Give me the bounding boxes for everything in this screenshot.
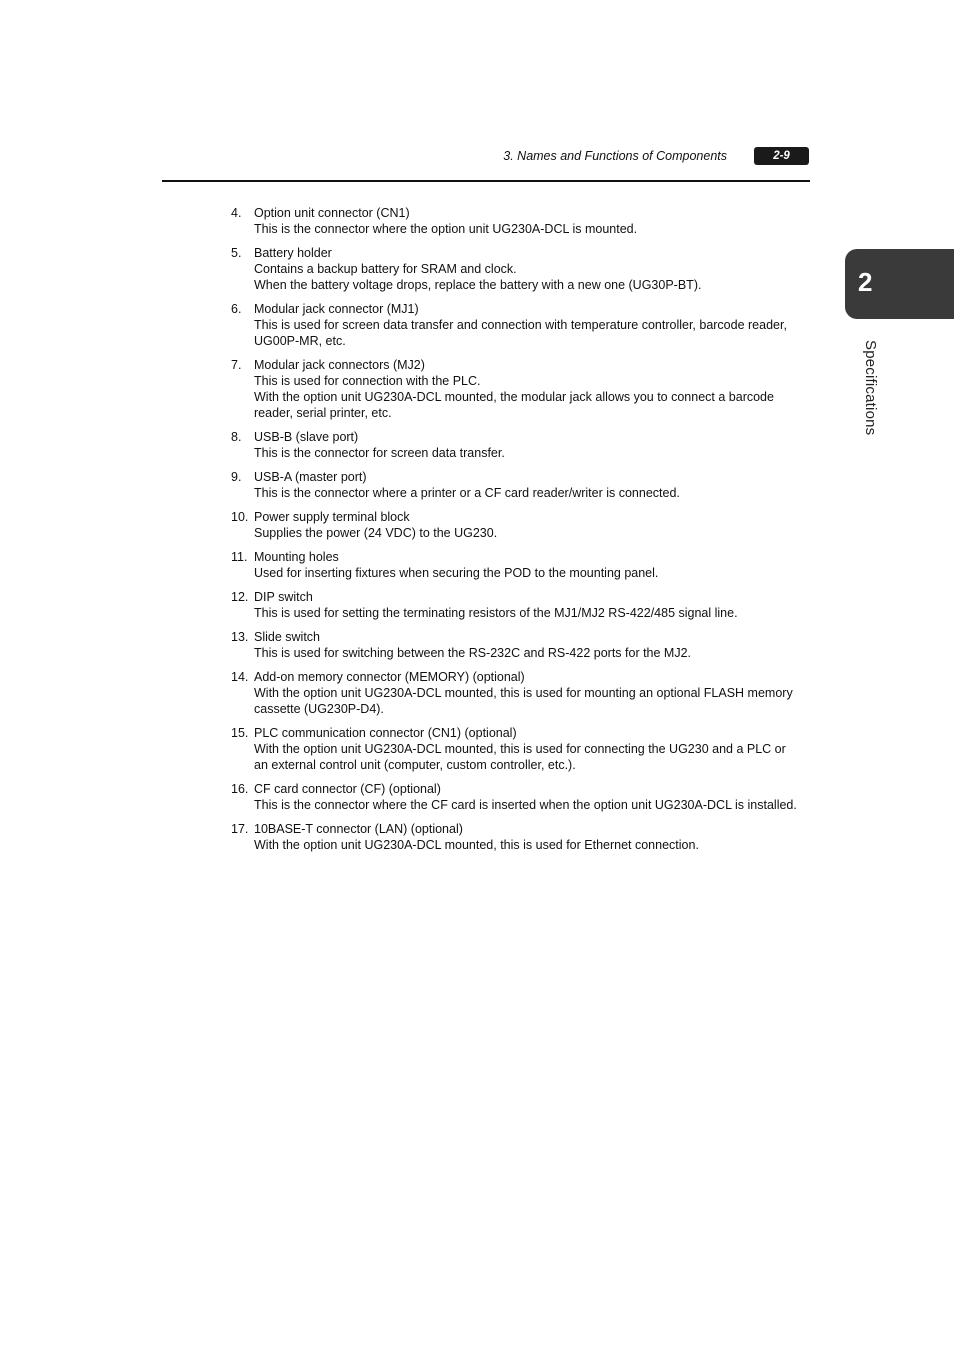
- list-item: [231, 205, 821, 237]
- item-description: This is used for connection with the PLC.: [254, 374, 481, 388]
- item-description: Supplies the power (24 VDC) to the UG230.: [254, 526, 498, 540]
- list-item: [231, 669, 821, 717]
- item-title: Option unit connector (CN1): [254, 206, 410, 220]
- item-body: [254, 469, 821, 501]
- item-number: 8.: [231, 430, 242, 444]
- item-description: With the option unit UG230A-DCL mounted, this is used for connecting the UG230 and a PLC or: [254, 742, 786, 756]
- item-body: [254, 629, 821, 661]
- item-number: 12.: [231, 590, 249, 604]
- item-description: UG00P-MR, etc.: [254, 334, 346, 348]
- item-description: Used for inserting fixtures when securing the POD to the mounting panel.: [254, 566, 659, 580]
- item-description: This is used for setting the terminating resistors of the MJ1/MJ2 RS-422/485 signal line.: [254, 606, 738, 620]
- item-number: 17.: [231, 822, 249, 836]
- item-title: 10BASE-T connector (LAN) (optional): [254, 822, 463, 836]
- item-body: [254, 821, 821, 853]
- component-list: [231, 205, 821, 861]
- item-description: When the battery voltage drops, replace the battery with a new one (UG30P-BT).: [254, 278, 702, 292]
- item-description: cassette (UG230P-D4).: [254, 702, 384, 716]
- list-item: [231, 549, 821, 581]
- list-item: [231, 469, 821, 501]
- item-body: [254, 669, 821, 717]
- item-description: With the option unit UG230A-DCL mounted, this is used for mounting an optional FLASH memory: [254, 686, 793, 700]
- list-item: [231, 429, 821, 461]
- item-number: 7.: [231, 358, 242, 372]
- item-body: [254, 245, 821, 293]
- item-description: This is the connector where a printer or a CF card reader/writer is connected.: [254, 486, 680, 500]
- list-item: [231, 357, 821, 421]
- item-number: 4.: [231, 206, 242, 220]
- chapter-tab: [845, 249, 954, 319]
- list-item: [231, 509, 821, 541]
- list-item: [231, 301, 821, 349]
- item-description: This is the connector where the CF card is inserted when the option unit UG230A-DCL is installed.: [254, 798, 797, 812]
- item-title: Battery holder: [254, 246, 332, 260]
- item-title: Modular jack connectors (MJ2): [254, 358, 425, 372]
- item-body: [254, 549, 821, 581]
- item-description: an external control unit (computer, custom controller, etc.).: [254, 758, 576, 772]
- item-description: This is the connector where the option unit UG230A-DCL is mounted.: [254, 222, 638, 236]
- item-number: 5.: [231, 246, 242, 260]
- item-description: With the option unit UG230A-DCL mounted, this is used for Ethernet connection.: [254, 838, 699, 852]
- item-description: This is used for screen data transfer and connection with temperature controller, barcode reader,: [254, 318, 787, 332]
- item-number: 13.: [231, 630, 249, 644]
- item-number: 15.: [231, 726, 249, 740]
- item-description: reader, serial printer, etc.: [254, 406, 392, 420]
- item-title: DIP switch: [254, 590, 313, 604]
- item-title: Modular jack connector (MJ1): [254, 302, 419, 316]
- list-item: [231, 725, 821, 773]
- item-body: [254, 725, 821, 773]
- item-title: Add-on memory connector (MEMORY) (optional): [254, 670, 525, 684]
- item-title: PLC communication connector (CN1) (optional): [254, 726, 517, 740]
- list-item: [231, 629, 821, 661]
- list-item: [231, 589, 821, 621]
- item-number: 16.: [231, 782, 249, 796]
- item-title: Mounting holes: [254, 550, 339, 564]
- item-body: [254, 589, 821, 621]
- item-number: 11.: [231, 550, 248, 564]
- item-number: 14.: [231, 670, 249, 684]
- item-title: Power supply terminal block: [254, 510, 410, 524]
- chapter-name: Specifications: [862, 340, 879, 436]
- item-description: With the option unit UG230A-DCL mounted, the modular jack allows you to connect a barcode: [254, 390, 774, 404]
- item-body: [254, 429, 821, 461]
- item-description: This is used for switching between the RS-232C and RS-422 ports for the MJ2.: [254, 646, 692, 660]
- item-body: [254, 781, 821, 813]
- item-body: [254, 509, 821, 541]
- item-number: 10.: [231, 510, 249, 524]
- item-title: USB-A (master port): [254, 470, 367, 484]
- header-rule: [162, 180, 810, 182]
- item-description: Contains a backup battery for SRAM and clock.: [254, 262, 517, 276]
- item-body: [254, 205, 821, 237]
- item-body: [254, 301, 821, 349]
- item-title: USB-B (slave port): [254, 430, 359, 444]
- item-description: This is the connector for screen data transfer.: [254, 446, 505, 460]
- item-body: [254, 357, 821, 421]
- list-item: [231, 245, 821, 293]
- item-title: CF card connector (CF) (optional): [254, 782, 441, 796]
- page-number-badge: 2-9: [754, 147, 809, 165]
- list-item: [231, 821, 821, 853]
- item-number: 9.: [231, 470, 242, 484]
- item-title: Slide switch: [254, 630, 320, 644]
- chapter-number: 2: [858, 267, 873, 297]
- running-title: 3. Names and Functions of Components: [503, 149, 727, 163]
- list-item: [231, 781, 821, 813]
- item-number: 6.: [231, 302, 242, 316]
